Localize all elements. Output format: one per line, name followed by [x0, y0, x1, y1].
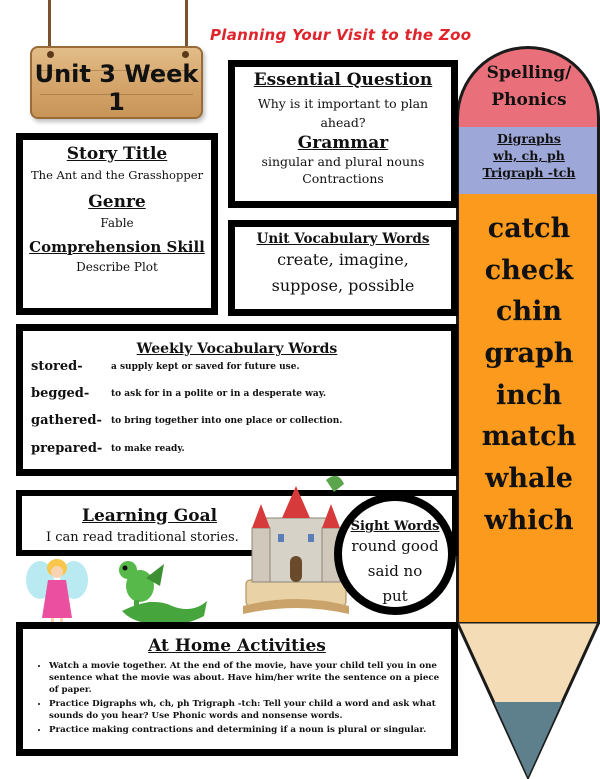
sign-rope-left [48, 0, 51, 50]
grammar-title: Grammar [297, 133, 389, 153]
story-title-label: Story Title [66, 144, 168, 164]
grammar-item: Contractions [302, 171, 384, 186]
sight-words-line: round good [351, 537, 439, 555]
vocab-word: gathered- [31, 413, 102, 428]
spelling-word: whale [485, 463, 573, 495]
story-info-box [16, 133, 218, 315]
activity-item: • Practice Digraphs wh, ch, ph Trigraph -tch: Tell your child a word and ask what sounds do you hear? Use Phonic words and nonsense words. [49, 698, 441, 722]
green-dragon-icon [112, 556, 212, 630]
spelling-word: catch [487, 213, 571, 244]
learning-goal-text: I can read traditional stories. [46, 530, 239, 545]
sign-rope-right [185, 0, 188, 50]
weekly-vocabulary-box [16, 324, 458, 476]
spelling-word-list [464, 208, 594, 542]
vocab-word: stored- [31, 359, 83, 374]
spelling-phonics-title: Spelling/ Phonics [486, 63, 572, 110]
unit-vocabulary-title: Unit Vocabulary Words [256, 231, 430, 247]
essential-question-text: Why is it important to plan ahead? [257, 96, 429, 130]
genre-value: Fable [100, 216, 134, 230]
unit-vocabulary-line: suppose, possible [271, 276, 415, 295]
vocab-definition: to ask for in a polite or in a desperate way. [111, 389, 327, 399]
spelling-word: match [481, 421, 577, 453]
sight-words-circle [334, 493, 456, 615]
essential-question-box [228, 60, 458, 208]
weekly-vocabulary-title: Weekly Vocabulary Words [136, 341, 338, 357]
hanging-wooden-sign-icon [30, 46, 203, 119]
spelling-word: graph [484, 338, 574, 370]
unit-week-label: Unit 3 Week 1 [34, 60, 199, 116]
unit-vocabulary-box [228, 220, 458, 316]
vocab-definition: a supply kept or saved for future use. [111, 362, 300, 372]
at-home-activities-box [16, 622, 458, 756]
spelling-word: check [484, 254, 574, 286]
vocab-definition: to bring together into one place or collection. [111, 416, 343, 426]
activity-item: • Practice making contractions and determining if a noun is plural or singular. [49, 724, 441, 736]
at-home-activities-list [23, 660, 451, 736]
comprehension-skill-label: Comprehension Skill [29, 238, 205, 256]
learning-goal-title: Learning Goal [82, 506, 218, 526]
unit-vocabulary-line: create, imagine, [277, 250, 409, 269]
activity-item: • Watch a movie together. At the end of the movie, have your child tell you in one sentence what the movie was about. Have him/her write the sentence on a piece of paper. [49, 660, 441, 696]
essential-question-title: Essential Question [253, 70, 433, 90]
pencil-tip-icon [456, 622, 600, 779]
fairy-icon [20, 558, 94, 628]
trigraph-label: Trigraph -tch [482, 165, 576, 180]
sight-words-line: put [382, 587, 408, 605]
grammar-item: singular and plural nouns [261, 154, 425, 169]
sight-words-title: Sight Words [350, 519, 440, 534]
genre-label: Genre [88, 192, 146, 212]
comprehension-skill-value: Describe Plot [76, 260, 158, 274]
digraphs-label: Digraphs [497, 131, 561, 146]
at-home-activities-title: At Home Activities [148, 636, 326, 656]
vocab-word: prepared- [31, 441, 103, 456]
spelling-word: inch [496, 379, 562, 411]
story-title: The Ant and the Grasshopper [31, 168, 203, 182]
vocab-word: begged- [31, 386, 90, 401]
digraphs-section [464, 130, 594, 181]
spelling-word: which [484, 504, 574, 536]
digraphs-list: wh, ch, ph [493, 148, 565, 163]
spelling-word: chin [496, 296, 562, 328]
page-title: Planning Your Visit to the Zoo [210, 26, 472, 44]
sight-words-line: said no [367, 562, 423, 580]
vocab-definition: to make ready. [111, 444, 185, 454]
